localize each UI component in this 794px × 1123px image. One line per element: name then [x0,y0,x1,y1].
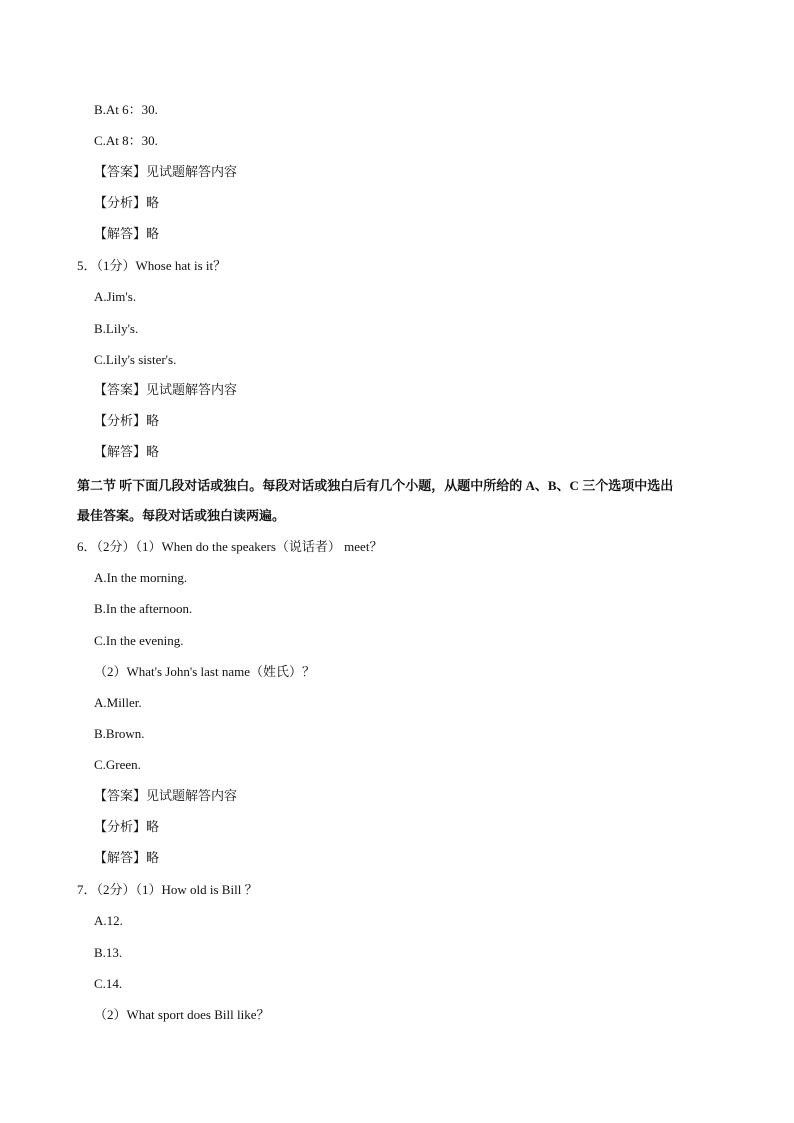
q4-analysis: 【分析】略 [94,196,160,211]
q5-option-c: C.Lily's sister's. [94,352,177,367]
q6-sub2-option-c: C.Green. [94,757,141,772]
q5-stem: 5．（1分）Whose hat is it？ [77,258,227,273]
q7-sub1-option-b: B.13. [94,945,123,960]
q6-sub1-option-c: C.In the evening. [94,633,184,648]
q6-stem: 6．（2分）（1）When do the speakers（说话者） meet？ [77,539,383,554]
q6-sub2-option-b: B.Brown. [94,726,145,741]
q6-solution: 【解答】略 [94,851,160,866]
q6-sub1-option-a: A.In the morning. [94,570,188,585]
section-heading-line2: 最佳答案。每段对话或独白读两遍。 [77,508,286,523]
q6-sub2-option-a: A.Miller. [94,695,142,710]
q6-sub2-stem: （2）What's John's last name（姓氏）？ [94,664,315,679]
q5-option-a: A.Jim's. [94,289,137,304]
q5-option-b: B.Lily's. [94,321,139,336]
q5-solution: 【解答】略 [94,445,160,460]
q7-sub1-option-a: A.12. [94,913,123,928]
q5-analysis: 【分析】略 [94,414,160,429]
q4-solution: 【解答】略 [94,227,160,242]
q4-answer: 【答案】见试题解答内容 [94,165,238,180]
q7-sub2-stem: （2）What sport does Bill like？ [94,1007,270,1022]
q7-sub1-option-c: C.14. [94,976,123,991]
q4-option-c: C.At 8：30. [94,133,158,148]
q6-answer: 【答案】见试题解答内容 [94,789,238,804]
q7-stem: 7．（2分）（1）How old is Bill ？ [77,882,258,897]
q4-option-b: B.At 6：30. [94,102,158,117]
section-heading-line1: 第二节 听下面几段对话或独白。每段对话或独白后有几个小题，从题中所给的 A、B、C 三个选项中选出 [77,478,674,493]
q6-analysis: 【分析】略 [94,820,160,835]
q5-answer: 【答案】见试题解答内容 [94,383,238,398]
q6-sub1-option-b: B.In the afternoon. [94,601,193,616]
